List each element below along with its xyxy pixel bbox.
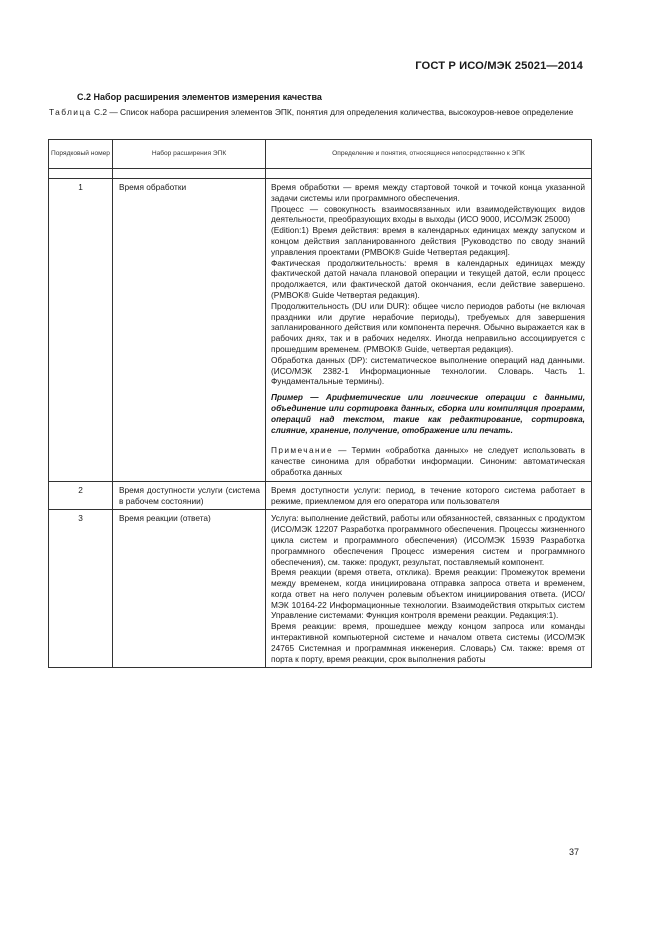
standard-header: ГОСТ Р ИСО/МЭК 25021—2014 (415, 60, 583, 72)
definition-paragraph: Услуга: выполнение действий, работы или обязанностей, связанных с продуктом (ИСО/МЭК 12207 Разработка программного обеспечения. Процессы жизненного цикла систем и программного обеспечения) (ИСО/МЭК 15939 Разработка программного обеспечения Процесс измерения систем и программного обеспечения), см. также: продукт, результат, поставляемый компонент. (271, 513, 585, 567)
table-caption-text: С.2 — Список набора расширения элементов ЭПК, понятия для определения количества, высокоуров-невое определение (91, 107, 574, 117)
header-set-name: Набор расширения ЭПК (113, 140, 266, 169)
table-spacer-row (49, 169, 592, 179)
header-definition: Определение и понятия, относящиеся непосредственно к ЭПК (266, 140, 592, 169)
definition-paragraph: Время доступности услуги: период, в течение которого система работает в режиме, приемлемом для его оператора или пользователя (271, 484, 585, 506)
row-name: Время доступности услуги (система в рабочем состоянии) (113, 481, 266, 510)
row-name: Время реакции (ответа) (113, 510, 266, 668)
row-definition (266, 481, 592, 510)
definition-paragraph: Продолжительность (DU или DUR): общее число периодов работы (не включая праздники или другие нерабочие периоды), требуемых для завершения запланированного действия или компонента перечня. Обычно выражается как в рабочих днях, так и в рабочих неделях. Иногда неправильно ассоциируется с прошедшим временем. (PMBOK® Guide, четвертая редакция). (271, 300, 585, 354)
definition-paragraph: (Edition:1) Время действия: время в календарных единицах между запуском и концом действия запланированного действия [Руководство по своду знаний управления проектами (PMBOK® Guide Четвертая редакция]. (271, 225, 585, 257)
definition-paragraph: Время реакции: время, прошедшее между концом запроса или команды интерактивной компьютерной системе и началом ответа системы (ИСО/МЭК 24765 Системная и программная инженерия. Словарь) См. также: время от порта к порту, время реакции, срок выполнения работы (271, 621, 585, 664)
row-number: 1 (49, 179, 113, 482)
definition-paragraph: Обработка данных (DP): систематическое выполнение операций над данными. (ИСО/МЭК 2382-1 Информационные технологии. Словарь. Часть 1. Фундаментальные термины). (271, 354, 585, 387)
table-caption-label: Таблица (49, 107, 92, 117)
definition-paragraph: Время реакции (время ответа, отклика). Время реакции: Промежуток времени между временем, когда инициирована отправка запроса ответа и временем, когда ответ на него получен ролевым объектом инициирования ответа. (ИСО/МЭК 10164-22 Информационные технологии. Взаимодействия открытых систем Управление системами: Функция контроля времени реакции. Редакция:1). (271, 567, 585, 621)
definition-paragraph: Процесс — совокупность взаимосвязанных или взаимодействующих видов деятельности, преобразующих входы в выходы (ИСО 9000, ИСО/МЭК 25000) (271, 203, 585, 225)
row-definition (266, 510, 592, 668)
table-row (49, 481, 592, 510)
note-text: — Термин «обработка данных» не следует использовать в качестве синонима для обработки информации. Синоним: автоматическая обработка данных (271, 445, 585, 477)
quality-measure-table (48, 139, 592, 668)
spacer-cell (49, 169, 113, 179)
header-number: Порядковый номер (49, 140, 113, 169)
table-row (49, 510, 592, 668)
spacer-cell (113, 169, 266, 179)
definition-paragraph: Время обработки — время между стартовой точкой и точкой конца указанной задачи системы или программного обеспечения. (271, 182, 585, 203)
example-paragraph: Пример — Арифметические или логические операции с данными, объединение или сортировка данных, сборка или компиляция программ, операций над текстом, такие как редактирование, сортировка, слияние, хранение, получение, отображение или печать. (271, 392, 585, 435)
table-row (49, 179, 592, 482)
note-paragraph (271, 445, 585, 477)
row-name: Время обработки (113, 179, 266, 482)
section-title: С.2 Набор расширения элементов измерения качества (77, 92, 322, 102)
note-label: Примечание (271, 445, 334, 456)
spacer-cell (266, 169, 592, 179)
row-number: 3 (49, 510, 113, 668)
table-header-row (49, 140, 592, 169)
row-definition (266, 179, 592, 482)
row-number: 2 (49, 481, 113, 510)
definition-paragraph: Фактическая продолжительность: время в календарных единицах между фактической датой начала плановой операции и текущей датой, если процесс продолжается, или фактической датой окончания, если действие завершено. (PMBOK® Guide Четвертая редакция). (271, 257, 585, 300)
page-number: 37 (569, 847, 580, 857)
table-caption (49, 107, 587, 118)
